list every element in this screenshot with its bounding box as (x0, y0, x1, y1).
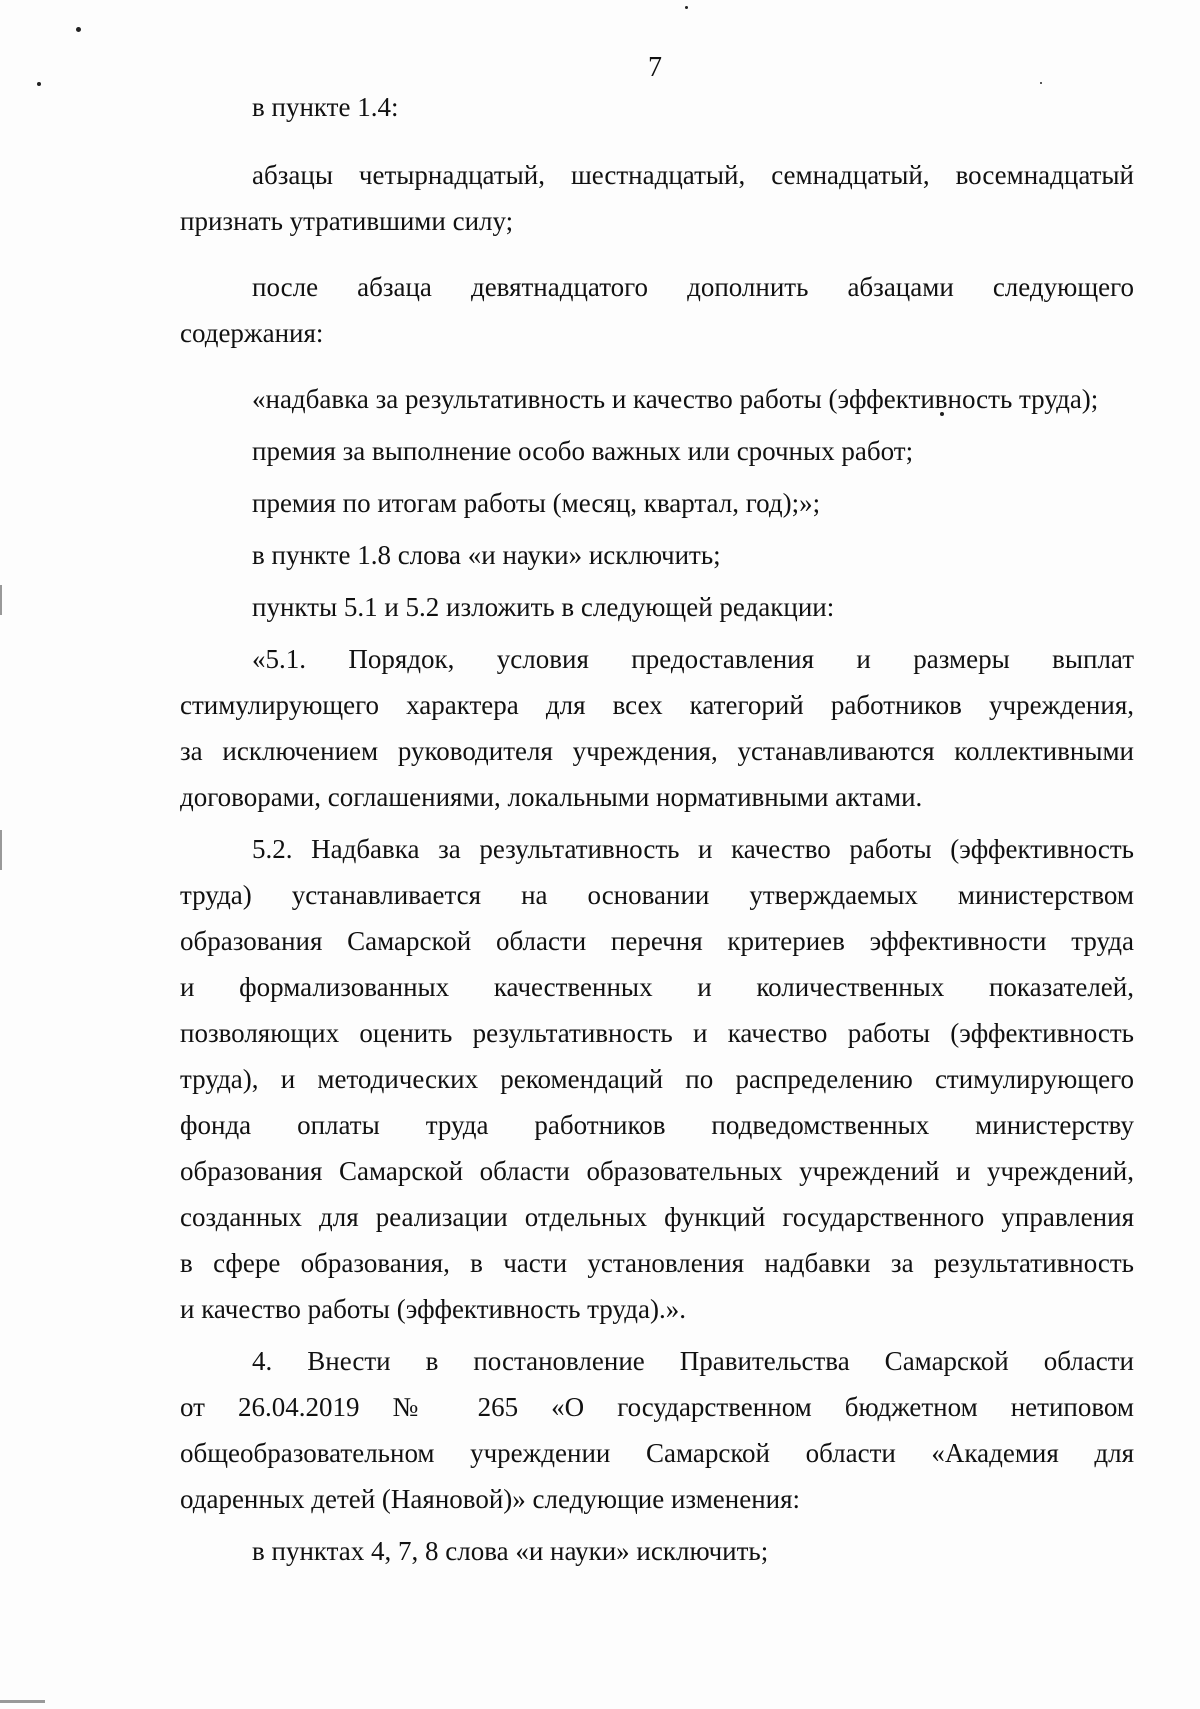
scan-edge-mark (0, 830, 2, 870)
scan-speck (685, 6, 688, 9)
paragraph-line: от 26.04.2019 № 265 «О государственном бюджетном нетиповом (180, 1392, 1134, 1422)
paragraph-line: содержания: (180, 318, 324, 348)
paragraph-line: в сфере образования, в части установления надбавки за результативность (180, 1248, 1134, 1278)
paragraph-line: 4. Внести в постановление Правительства Самарской области (252, 1346, 1134, 1376)
paragraph: в пункте 1.4: (252, 92, 399, 122)
paragraph-line: «5.1. Порядок, условия предоставления и размеры выплат (252, 644, 1134, 674)
paragraph-line: и качество работы (эффективность труда).». (180, 1294, 686, 1324)
paragraph-line: стимулирующего характера для всех категорий работников учреждения, (180, 690, 1134, 720)
paragraph (180, 152, 1134, 244)
scan-edge-mark (0, 1700, 45, 1703)
paragraph-line: созданных для реализации отдельных функций государственного управления (180, 1202, 1134, 1232)
paragraph-line: признать утратившими силу; (180, 206, 514, 236)
page-number: 7 (648, 52, 662, 83)
paragraph (180, 264, 1134, 356)
paragraph: в пунктах 4, 7, 8 слова «и науки» исключить; (252, 1536, 769, 1566)
paragraph: в пункте 1.8 слова «и науки» исключить; (252, 540, 721, 570)
paragraph-line: образования Самарской области образовательных учреждений и учреждений, (180, 1156, 1134, 1186)
scan-edge-mark (0, 585, 2, 615)
paragraph: премия по итогам работы (месяц, квартал, год);»; (252, 488, 821, 518)
paragraph (180, 636, 1134, 820)
paragraph-line: образования Самарской области перечня критериев эффективности труда (180, 926, 1134, 956)
paragraph-line: труда), и методических рекомендаций по распределению стимулирующего (180, 1064, 1134, 1094)
paragraph: премия за выполнение особо важных или срочных работ; (252, 436, 914, 466)
scan-speck (76, 27, 81, 32)
paragraph-line: 5.2. Надбавка за результативность и качество работы (эффективность (252, 834, 1134, 864)
paragraph-line: абзацы четырнадцатый, шестнадцатый, семнадцатый, восемнадцатый (252, 160, 1134, 190)
paragraph-line: общеобразовательном учреждении Самарской области «Академия для (180, 1438, 1134, 1468)
paragraph: «надбавка за результативность и качество работы (эффективность труда); (252, 384, 1099, 414)
document-body (180, 84, 1134, 1580)
paragraph-line: договорами, соглашениями, локальными нормативными актами. (180, 782, 923, 812)
paragraph-line: после абзаца девятнадцатого дополнить абзацами следующего (252, 272, 1134, 302)
paragraph-line: одаренных детей (Наяновой)» следующие изменения: (180, 1484, 801, 1514)
paragraph (180, 826, 1134, 1332)
paragraph-line: и формализованных качественных и количественных показателей, (180, 972, 1134, 1002)
paragraph-line: труда) устанавливается на основании утверждаемых министерством (180, 880, 1134, 910)
paragraph-line: позволяющих оценить результативность и качество работы (эффективность (180, 1018, 1134, 1048)
paragraph: пункты 5.1 и 5.2 изложить в следующей редакции: (252, 592, 835, 622)
paragraph (180, 1338, 1134, 1522)
paragraph-line: за исключением руководителя учреждения, устанавливаются коллективными (180, 736, 1134, 766)
paragraph-line: фонда оплаты труда работников подведомственных министерству (180, 1110, 1134, 1140)
